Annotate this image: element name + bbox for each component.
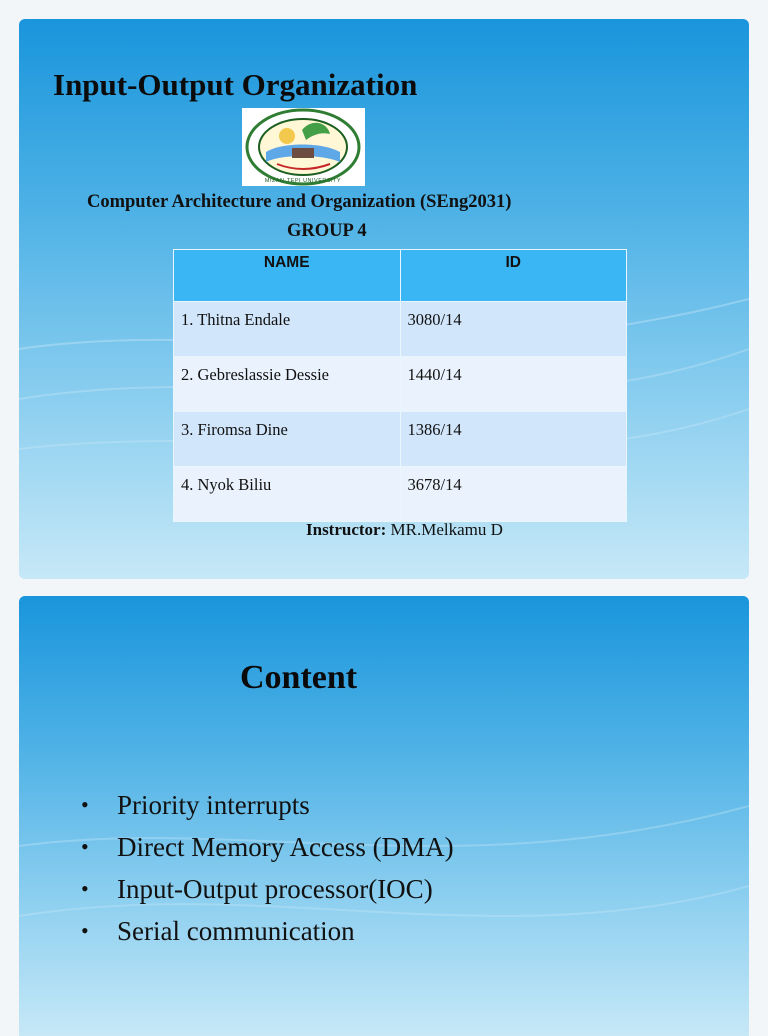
bullet-icon: •: [81, 834, 89, 859]
slide-title: Input-Output Organization: [53, 67, 418, 102]
header-name: NAME: [174, 250, 401, 302]
table-row: [174, 467, 627, 522]
list-item: [81, 868, 454, 910]
group-label: GROUP 4: [287, 221, 367, 241]
list-item-text: Direct Memory Access (DMA): [117, 832, 454, 862]
list-item: [81, 910, 454, 952]
svg-text:MIZAN-TEPI UNIVERSITY: MIZAN-TEPI UNIVERSITY: [264, 178, 342, 184]
instructor-line: [306, 520, 503, 540]
member-name: 1. Thitna Endale: [174, 302, 401, 357]
slide-2: [19, 596, 749, 1036]
member-name: 2. Gebreslassie Dessie: [174, 357, 401, 412]
instructor-name: MR.Melkamu D: [390, 520, 503, 539]
member-id: 1440/14: [400, 357, 627, 412]
member-id: 3678/14: [400, 467, 627, 522]
university-logo: [242, 108, 365, 186]
list-item-text: Serial communication: [117, 916, 355, 946]
members-table: [173, 249, 627, 522]
member-id: 3080/14: [400, 302, 627, 357]
table-header-row: [174, 250, 627, 302]
bullet-icon: •: [81, 792, 89, 817]
bullet-icon: •: [81, 876, 89, 901]
table-row: [174, 302, 627, 357]
course-title: Computer Architecture and Organization (SEng2031): [87, 192, 512, 212]
list-item-text: Priority interrupts: [117, 790, 310, 820]
member-name: 3. Firomsa Dine: [174, 412, 401, 467]
slide-1: [19, 19, 749, 579]
member-id: 1386/14: [400, 412, 627, 467]
content-list: [81, 784, 454, 952]
bullet-icon: •: [81, 918, 89, 943]
member-name: 4. Nyok Biliu: [174, 467, 401, 522]
list-item: [81, 784, 454, 826]
list-item: [81, 826, 454, 868]
list-item-text: Input-Output processor(IOC): [117, 874, 433, 904]
table-row: [174, 357, 627, 412]
content-title: Content: [240, 659, 358, 696]
header-id: ID: [400, 250, 627, 302]
table-row: [174, 412, 627, 467]
instructor-label: Instructor:: [306, 520, 387, 539]
